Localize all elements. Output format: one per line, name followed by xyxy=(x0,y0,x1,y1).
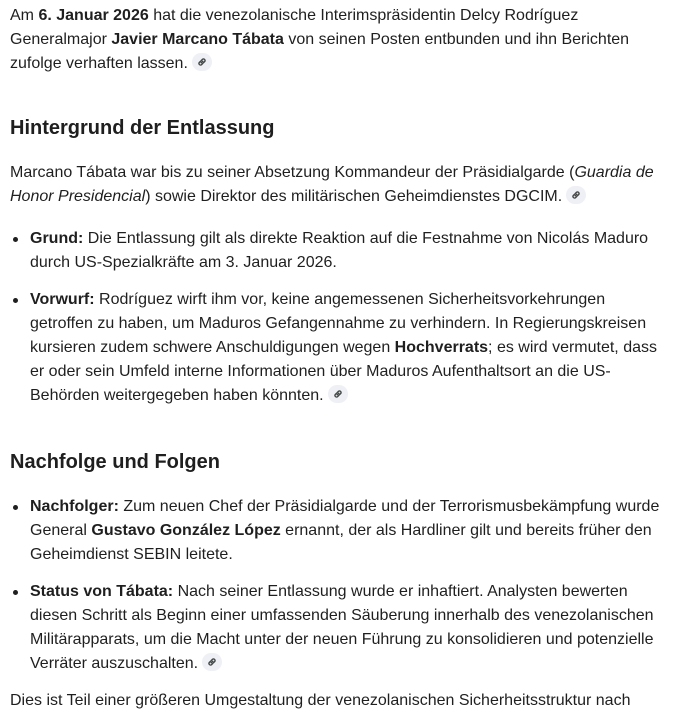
list-item-label: Status von Tábata: xyxy=(30,583,174,600)
list-item-text: ; es wird vermutet, dass er oder sein Umfeld interne Informationen über Maduros Aufenthaltsort an die US-Behörden weitergegeben haben könnten. xyxy=(30,339,657,404)
heading-background: Hintergrund der Entlassung xyxy=(10,117,275,139)
list-item-successor xyxy=(10,495,670,567)
link-icon xyxy=(196,56,208,68)
list-item-label: Nachfolger: xyxy=(30,498,119,515)
outro-paragraph: Dies ist Teil einer größeren Umgestaltung der venezolanischen Sicherheitsstruktur nach xyxy=(10,692,631,709)
intro-date: 6. Januar 2026 xyxy=(38,7,149,24)
list-item-bold-term: Hochverrats xyxy=(394,339,489,356)
source-link-button[interactable] xyxy=(566,186,586,204)
heading-succession: Nachfolge und Folgen xyxy=(10,451,220,473)
intro-text-1: Am xyxy=(10,7,39,24)
response-content xyxy=(10,4,670,713)
source-link-button[interactable] xyxy=(192,53,212,71)
source-link-button[interactable] xyxy=(202,653,222,671)
link-icon xyxy=(332,388,344,400)
list-item-text: ernannt, der als Hardliner gilt und bereits früher den Geheimdienst SEBIN leitete. xyxy=(30,522,652,563)
background-text-1: Marcano Tábata war bis zu seiner Absetzung Kommandeur der Präsidialgarde ( xyxy=(10,164,575,181)
source-link-button[interactable] xyxy=(328,385,348,403)
link-icon xyxy=(206,656,218,668)
background-italic-term: Guardia de Honor Presidencial xyxy=(10,164,654,205)
list-item-bold-term: Gustavo González López xyxy=(91,522,281,539)
background-list xyxy=(10,227,670,408)
intro-paragraph xyxy=(10,4,670,76)
list-item-status xyxy=(10,580,670,676)
list-item-accusation xyxy=(10,288,670,408)
list-item-text: Zum neuen Chef der Präsidialgarde und der Terrorismusbekämpfung wurde General xyxy=(30,498,660,539)
background-paragraph xyxy=(10,161,670,209)
intro-person-name: Javier Marcano Tábata xyxy=(111,31,284,48)
list-item-label: Grund: xyxy=(30,230,84,247)
list-item-text: Nach seiner Entlassung wurde er inhaftiert. Analysten bewerten diesen Schritt als Beginn einer umfassenden Säuberung innerhalb des venezolanischen Militärapparats, um die Macht unter der neuen Führung zu konsolidieren und potenzielle Verräter auszuschalten. xyxy=(30,583,654,672)
link-icon xyxy=(570,189,582,201)
intro-text-2: hat die venezolanische Interimspräsidentin Delcy Rodríguez Generalmajor xyxy=(10,7,579,48)
list-item-text: Rodríguez wirft ihm vor, keine angemessenen Sicherheitsvorkehrungen getroffen zu haben, um Maduros Gefangennahme zu verhindern. In Regierungskreisen kursieren zudem schwere Anschuldigungen wegen xyxy=(30,291,647,356)
succession-list xyxy=(10,495,670,676)
list-item-reason xyxy=(10,227,670,275)
list-item-label: Vorwurf: xyxy=(30,291,95,308)
list-item-text: Die Entlassung gilt als direkte Reaktion auf die Festnahme von Nicolás Maduro durch US-Spezialkräfte am 3. Januar 2026. xyxy=(30,230,649,271)
intro-text-3: von seinen Posten entbunden und ihn Berichten zufolge verhaften lassen. xyxy=(10,31,630,72)
background-text-2: ) sowie Direktor des militärischen Geheimdienstes DGCIM. xyxy=(145,188,563,205)
